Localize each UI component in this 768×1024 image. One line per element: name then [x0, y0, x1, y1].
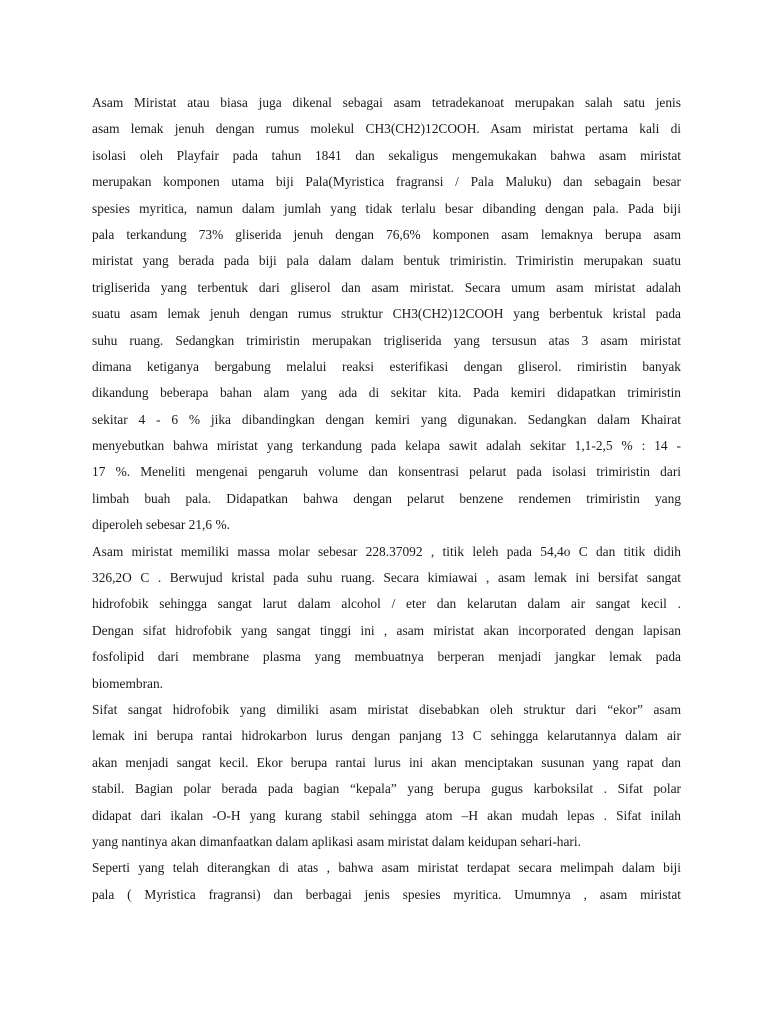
text-line: isolasi oleh Playfair pada tahun 1841 dan sekaligus mengemukakan bahwa asam miristat: [92, 147, 681, 163]
text-line: spesies myritica, namun dalam jumlah yang tidak terlalu besar dibanding dengan pala. Pada biji: [92, 200, 681, 216]
text-line: biomembran.: [92, 675, 164, 691]
text-line: akan menjadi sangat kecil. Ekor berupa rantai lurus ini akan menciptakan susunan yang rapat dan: [92, 754, 681, 770]
text-line: sekitar 4 - 6 % jika dibandingkan dengan kemiri yang digunakan. Sedangkan dalam Khairat: [92, 411, 681, 427]
text-line: yang nantinya akan dimanfaatkan dalam aplikasi asam miristat dalam keidupan sehari-hari.: [92, 833, 581, 849]
text-line: diperoleh sebesar 21,6 %.: [92, 517, 230, 533]
text-line: Asam Miristat atau biasa juga dikenal sebagai asam tetradekanoat merupakan salah satu jenis: [92, 95, 681, 110]
text-line: Seperti yang telah diterangkan di atas , bahwa asam miristat terdapat secara melimpah dalam biji: [92, 860, 681, 876]
text-line: asam lemak jenuh dengan rumus molekul CH3(CH2)12COOH. Asam miristat pertama kali di: [92, 121, 681, 137]
text-line: miristat yang berada pada biji pala dalam dalam bentuk trimiristin. Trimiristin merupakan suatu: [92, 253, 681, 269]
text-line: dikandung beberapa bahan alam yang ada di sekitar kita. Pada kemiri didapatkan trimiristin: [92, 385, 681, 401]
text-line: 326,2O C . Berwujud kristal pada suhu ruang. Secara kimiawai , asam lemak ini bersifat sangat: [92, 570, 681, 586]
text-line: Dengan sifat hidrofobik yang sangat tinggi ini , asam miristat akan incorporated dengan lapisan: [92, 622, 681, 638]
text-line: dimana ketiganya bergabung melalui reaksi esterifikasi dengan gliserol. rimiristin banyak: [92, 358, 681, 374]
text-line: Asam miristat memiliki massa molar sebesar 228.37092 , titik leleh pada 54,4o C dan titik didih: [92, 543, 681, 559]
text-line: menyebutkan bahwa miristat yang terkandung pada kelapa sawit adalah sekitar 1,1-2,5 % : 14 -: [92, 438, 681, 454]
text-line: pala terkandung 73% gliserida jenuh dengan 76,6% komponen asam lemaknya berupa asam: [92, 226, 681, 242]
document-page: [92, 90, 681, 908]
text-line: fosfolipid dari membrane plasma yang membuatnya berperan menjadi jangkar lemak pada: [92, 649, 681, 665]
text-line: merupakan komponen utama biji Pala(Myristica fragransi / Pala Maluku) dan sebagain besar: [92, 174, 681, 190]
text-line: suhu ruang. Sedangkan trimiristin merupakan trigliserida yang tersusun atas 3 asam miristat: [92, 332, 681, 348]
document-body: [92, 90, 681, 908]
text-line: lemak ini berupa rantai hidrokarbon lurus dengan panjang 13 C sehingga kelarutannya dalam air: [92, 728, 681, 744]
text-line: 17 %. Meneliti mengenai pengaruh volume dan konsentrasi pelarut pada isolasi trimiristin dari: [92, 464, 681, 480]
text-line: trigliserida yang terbentuk dari gliserol dan asam miristat. Secara umum asam miristat adalah: [92, 279, 681, 295]
text-line: didapat dari ikalan -O-H yang kurang stabil sehingga atom –H akan mudah lepas . Sifat inilah: [92, 807, 681, 823]
text-line: limbah buah pala. Didapatkan bahwa dengan pelarut benzene rendemen trimiristin yang: [92, 490, 681, 506]
text-line: Sifat sangat hidrofobik yang dimiliki asam miristat disebabkan oleh struktur dari “ekor” asam: [92, 701, 681, 717]
text-line: hidrofobik sehingga sangat larut dalam alcohol / eter dan kelarutan dalam air sangat kecil .: [92, 596, 681, 612]
text-line: stabil. Bagian polar berada pada bagian “kepala” yang berupa gugus karboksilat . Sifat polar: [92, 781, 681, 797]
text-line: suatu asam lemak jenuh dengan rumus struktur CH3(CH2)12COOH yang berbentuk kristal pada: [92, 306, 681, 322]
text-line: pala ( Myristica fragransi) dan berbagai jenis spesies myritica. Umumnya , asam miristat: [92, 886, 681, 902]
